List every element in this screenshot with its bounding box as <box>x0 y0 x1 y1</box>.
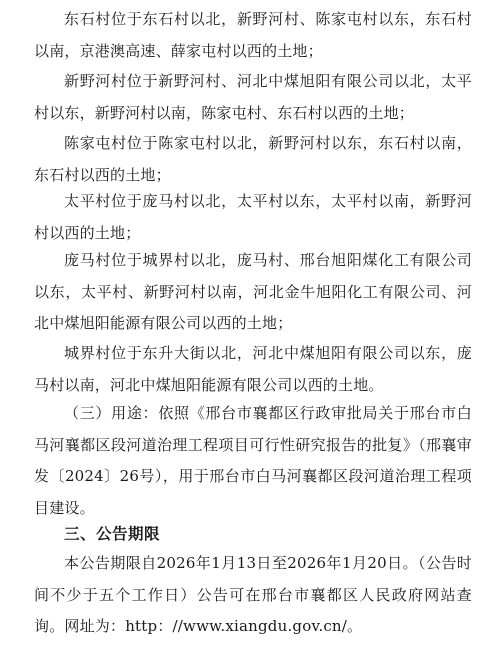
land-paragraph-xinyehe: 新野河村位于新野河村、河北中煤旭阳有限公司以北，太平村以东，新野河村以南，陈家屯村、东石村以西的土地； <box>34 72 472 122</box>
land-paragraph-taiping: 太平村位于庞马村以北，太平村以东，太平村以南，新野河村以西的土地； <box>34 192 472 242</box>
land-paragraph-chenjiatun: 陈家屯村位于陈家屯村以北，新野河村以东，东石村以南，东石村以西的土地； <box>34 134 472 184</box>
period-paragraph: 本公告期限自2026年1月13日至2026年1月20日。（公告时间不少于五个工作日）公告可在邢台市襄都区人民政府网站查询。网址为：http：//www.xiangdu.gov.cn/。 <box>34 554 472 635</box>
land-paragraph-dongshi: 东石村位于东石村以北，新野河村、陈家屯村以东，东石村以南，京港澳高速、薛家屯村以西的土地； <box>34 10 472 60</box>
usage-paragraph: （三）用途：依照《邢台市襄都区行政审批局关于邢台市白马河襄都区段河道治理工程项目可行性研究报告的批复》（邢襄审发〔2024〕26号），用于邢台市白马河襄都区段河道治理工程项目建设。 <box>34 404 472 517</box>
land-paragraph-chengjie: 城界村位于东升大街以北，河北中煤旭阳有限公司以东，庞马村以南，河北中煤旭阳能源有限公司以西的土地。 <box>34 344 472 394</box>
land-paragraph-pangma: 庞马村位于城界村以北，庞马村、邢台旭阳煤化工有限公司以东，太平村、新野河村以南，河北金牛旭阳化工有限公司、河北中煤旭阳能源有限公司以西的土地； <box>34 251 472 332</box>
section-heading-period: 三、公告期限 <box>64 524 161 543</box>
